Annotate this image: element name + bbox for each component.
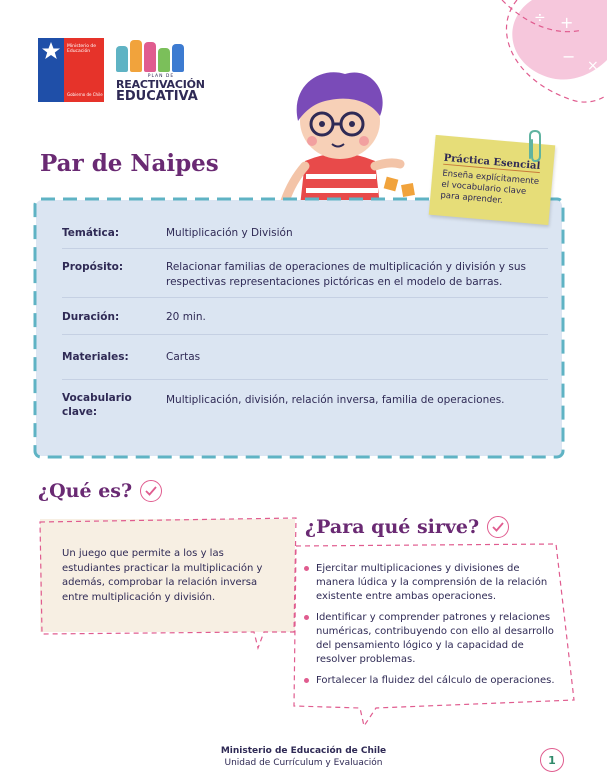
note-body: Enseña explícitamente el vocabulario clave para aprender. [440, 168, 540, 207]
list-item: Identificar y comprender patrones y relaciones numéricas, contribuyendo con ello al desarrollo del pensamiento lógico y la capacidad de resolver problemas. [304, 611, 558, 667]
paperclip-icon [524, 128, 546, 164]
footer-line2: Unidad de Currículum y Evaluación [224, 758, 383, 769]
svg-text:÷: ÷ [534, 10, 546, 26]
kid-illustration [270, 66, 420, 206]
info-value: 20 min. [166, 311, 206, 323]
info-label: Temática: [62, 227, 120, 239]
info-label: Propósito: [62, 261, 124, 273]
que-es-heading [38, 480, 162, 502]
info-value: Cartas [166, 351, 201, 363]
ministerio-line1: Ministerio de [67, 44, 97, 49]
svg-text:+: + [560, 13, 574, 32]
para-que-heading [305, 516, 509, 538]
decorative-blob [422, 0, 607, 110]
list-item: Ejercitar multiplicaciones y divisiones de manera lúdica y la comprensión de la relación existente entre ambas operaciones. [304, 562, 558, 604]
para-que-title: ¿Para qué sirve? [305, 516, 480, 538]
svg-text:×: × [587, 58, 599, 74]
reactivacion-logo [116, 38, 206, 104]
note-title: Práctica Esencial [443, 152, 541, 173]
educativa-label: EDUCATIVA [116, 89, 198, 104]
page-number: 1 [540, 748, 564, 772]
ministerio-logo [38, 38, 104, 102]
star-icon [41, 41, 61, 61]
svg-text:−: − [562, 47, 576, 66]
info-value: Relacionar familias de operaciones de multiplicación y división y sus respectivas representaciones pictóricas en el modelo de barras. [166, 261, 526, 288]
list-item: Fortalecer la fluidez del cálculo de operaciones. [304, 674, 558, 688]
ministerio-line2: Educación [67, 49, 91, 55]
info-label: Materiales: [62, 351, 129, 363]
check-circle-icon [487, 516, 509, 538]
info-label: Duración: [62, 311, 120, 323]
hands-icon [116, 38, 206, 72]
reactivacion-label: REACTIVACIÓN [116, 78, 205, 91]
info-value: Multiplicación y División [166, 227, 293, 239]
plan-label: PLAN DE [147, 74, 175, 79]
info-label: Vocabulario clave: [62, 392, 132, 419]
footer-line1: Ministerio de Educación de Chile [220, 746, 387, 756]
gobierno-label: Gobierno de Chile [67, 92, 103, 98]
info-value: Multiplicación, división, relación inversa, familia de operaciones. [166, 394, 505, 406]
que-es-title: ¿Qué es? [38, 480, 133, 502]
page-title: Par de Naipes [40, 150, 219, 177]
footer [0, 745, 607, 769]
card-dashed-border [33, 197, 565, 459]
check-circle-icon [140, 480, 162, 502]
para-que-list [304, 562, 558, 695]
que-es-text: Un juego que permite a los y las estudiantes practicar la multiplicación y además, comprobar la relación inversa entre multiplicación y división. [62, 548, 263, 603]
